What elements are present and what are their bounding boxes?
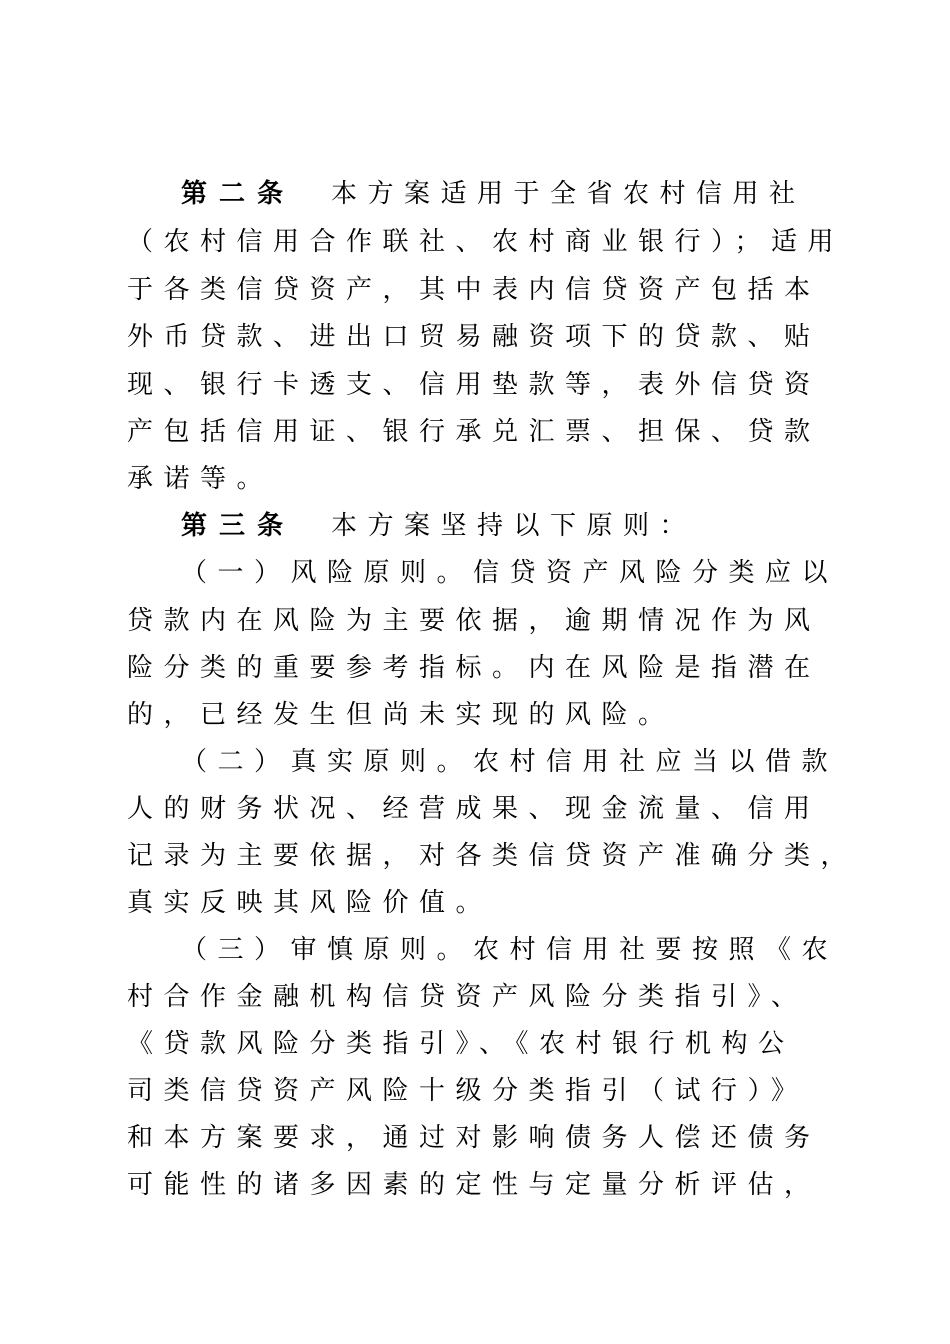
principle-2-line: 人的财务状况、经营成果、现金流量、信用 [127,794,821,824]
article-2-text: 本方案适用于全省农村信用社 [331,179,806,209]
article-3-first-line [181,502,881,550]
principle-2-line: 记录为主要依据，对各类信贷资产准确分类， [127,841,858,871]
article-2-line: 于各类信贷资产，其中表内信贷资产包括本 [127,275,821,305]
article-2-first-line [181,170,881,218]
principle-3-line: 《贷款风险分类指引》、《农村银行机构公 [127,1029,795,1059]
article-3-intro: 本方案坚持以下原则： [331,511,697,541]
principle-1-line: 的，已经发生但尚未实现的风险。 [127,700,675,730]
article-3-heading: 第三条 [181,511,296,541]
principle-2-line: 真实反映其风险价值。 [127,888,493,918]
principle-3-line: 村合作金融机构信贷资产风险分类指引》、 [127,982,808,1012]
principle-1-line: 险分类的重要参考指标。内在风险是指潜在 [127,653,821,683]
article-2-line: 外币贷款、进出口贸易融资项下的贷款、贴 [127,322,821,352]
principle-3-line: 可能性的诸多因素的定性与定量分析评估， [127,1170,821,1200]
article-2-line: 产包括信用证、银行承兑汇票、担保、贷款 [127,417,821,447]
principle-1-line: （一）风险原则。信贷资产风险分类应以 [181,558,839,588]
principle-3-line: 司类信贷资产风险十级分类指引（试行）》 [127,1076,808,1106]
principle-3-line: 和本方案要求，通过对影响债务人偿还债务 [127,1123,821,1153]
article-2-heading: 第二条 [181,179,296,209]
principle-2-line: （二）真实原则。农村信用社应当以借款 [181,747,839,777]
principle-3-line: （三）审慎原则。农村信用社要按照《农 [181,935,839,965]
article-2-line: 现、银行卡透支、信用垫款等，表外信贷资 [127,370,821,400]
principle-1-line: 贷款内在风险为主要依据，逾期情况作为风 [127,606,821,636]
article-2-line: （农村信用合作联社、农村商业银行）；适用 [127,227,845,257]
article-2-line: 承诺等。 [127,464,274,494]
